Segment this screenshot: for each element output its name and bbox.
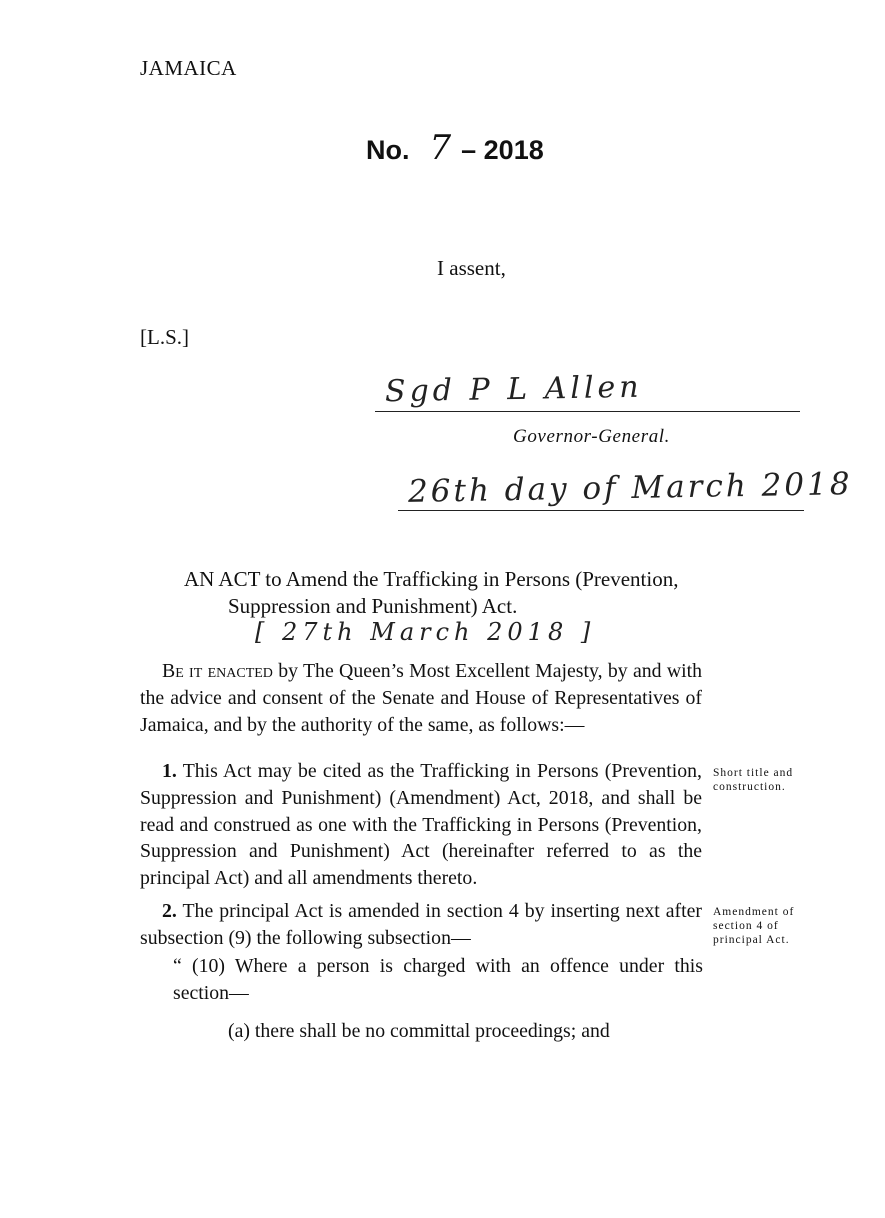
paragraph-a: (a) there shall be no committal proceedings; and [228, 1020, 610, 1042]
enacting-clause [140, 658, 702, 738]
act-title [184, 566, 744, 620]
section-1-number: 1. [162, 760, 177, 782]
section-2-text: The principal Act is amended in section 4 by inserting next after subsection (9) the following subsection— [140, 900, 702, 949]
signatory-title: Governor-General. [513, 426, 671, 447]
margin-note-short-title: Short title and construction. [713, 767, 794, 793]
enacting-rest: by The Queen’s Most Excellent Majesty, by and with the advice and consent of the Senate and House of Representatives of Jamaica, and by the authority of the same, as follows:— [140, 660, 702, 736]
section-2 [140, 898, 702, 952]
act-number-handwritten: 7 [429, 128, 452, 168]
governor-signature: Sgd P L Allen [384, 369, 643, 410]
assent-text: I assent, [437, 256, 506, 280]
section-1 [140, 758, 702, 892]
act-title-line-1: AN ACT to Amend the Trafficking in Persons (Prevention, [184, 567, 679, 591]
country-heading: JAMAICA [140, 56, 237, 80]
enacting-lead: Be it enacted [162, 660, 273, 682]
subsection-10: “ (10) Where a person is charged with an offence under this section— [173, 955, 703, 1004]
assent-date-handwritten: 26th day of March 2018 [407, 466, 853, 510]
act-number-prefix: No. [366, 135, 410, 165]
act-number-suffix: – 2018 [461, 135, 544, 165]
margin-note-amendment: Amendment of section 4 of principal Act. [713, 906, 795, 946]
act-number [366, 128, 544, 168]
commencement-date-handwritten: [ 27th March 2018 ] [255, 618, 596, 646]
act-title-line-2: Suppression and Punishment) Act. [228, 594, 518, 618]
seal-mark: [L.S.] [140, 325, 189, 349]
section-2-number: 2. [162, 900, 177, 922]
section-1-text: This Act may be cited as the Trafficking in Persons (Prevention, Suppression and Punishment) (Amendment) Act, 2018, and shall be read and construed as one with the Trafficking in Persons (Prevention, Suppression and Punishment) Act (hereinafter referred to as the principal Act) and all amendments thereto. [140, 760, 702, 890]
date-line [398, 510, 804, 511]
signature-line [375, 411, 800, 412]
